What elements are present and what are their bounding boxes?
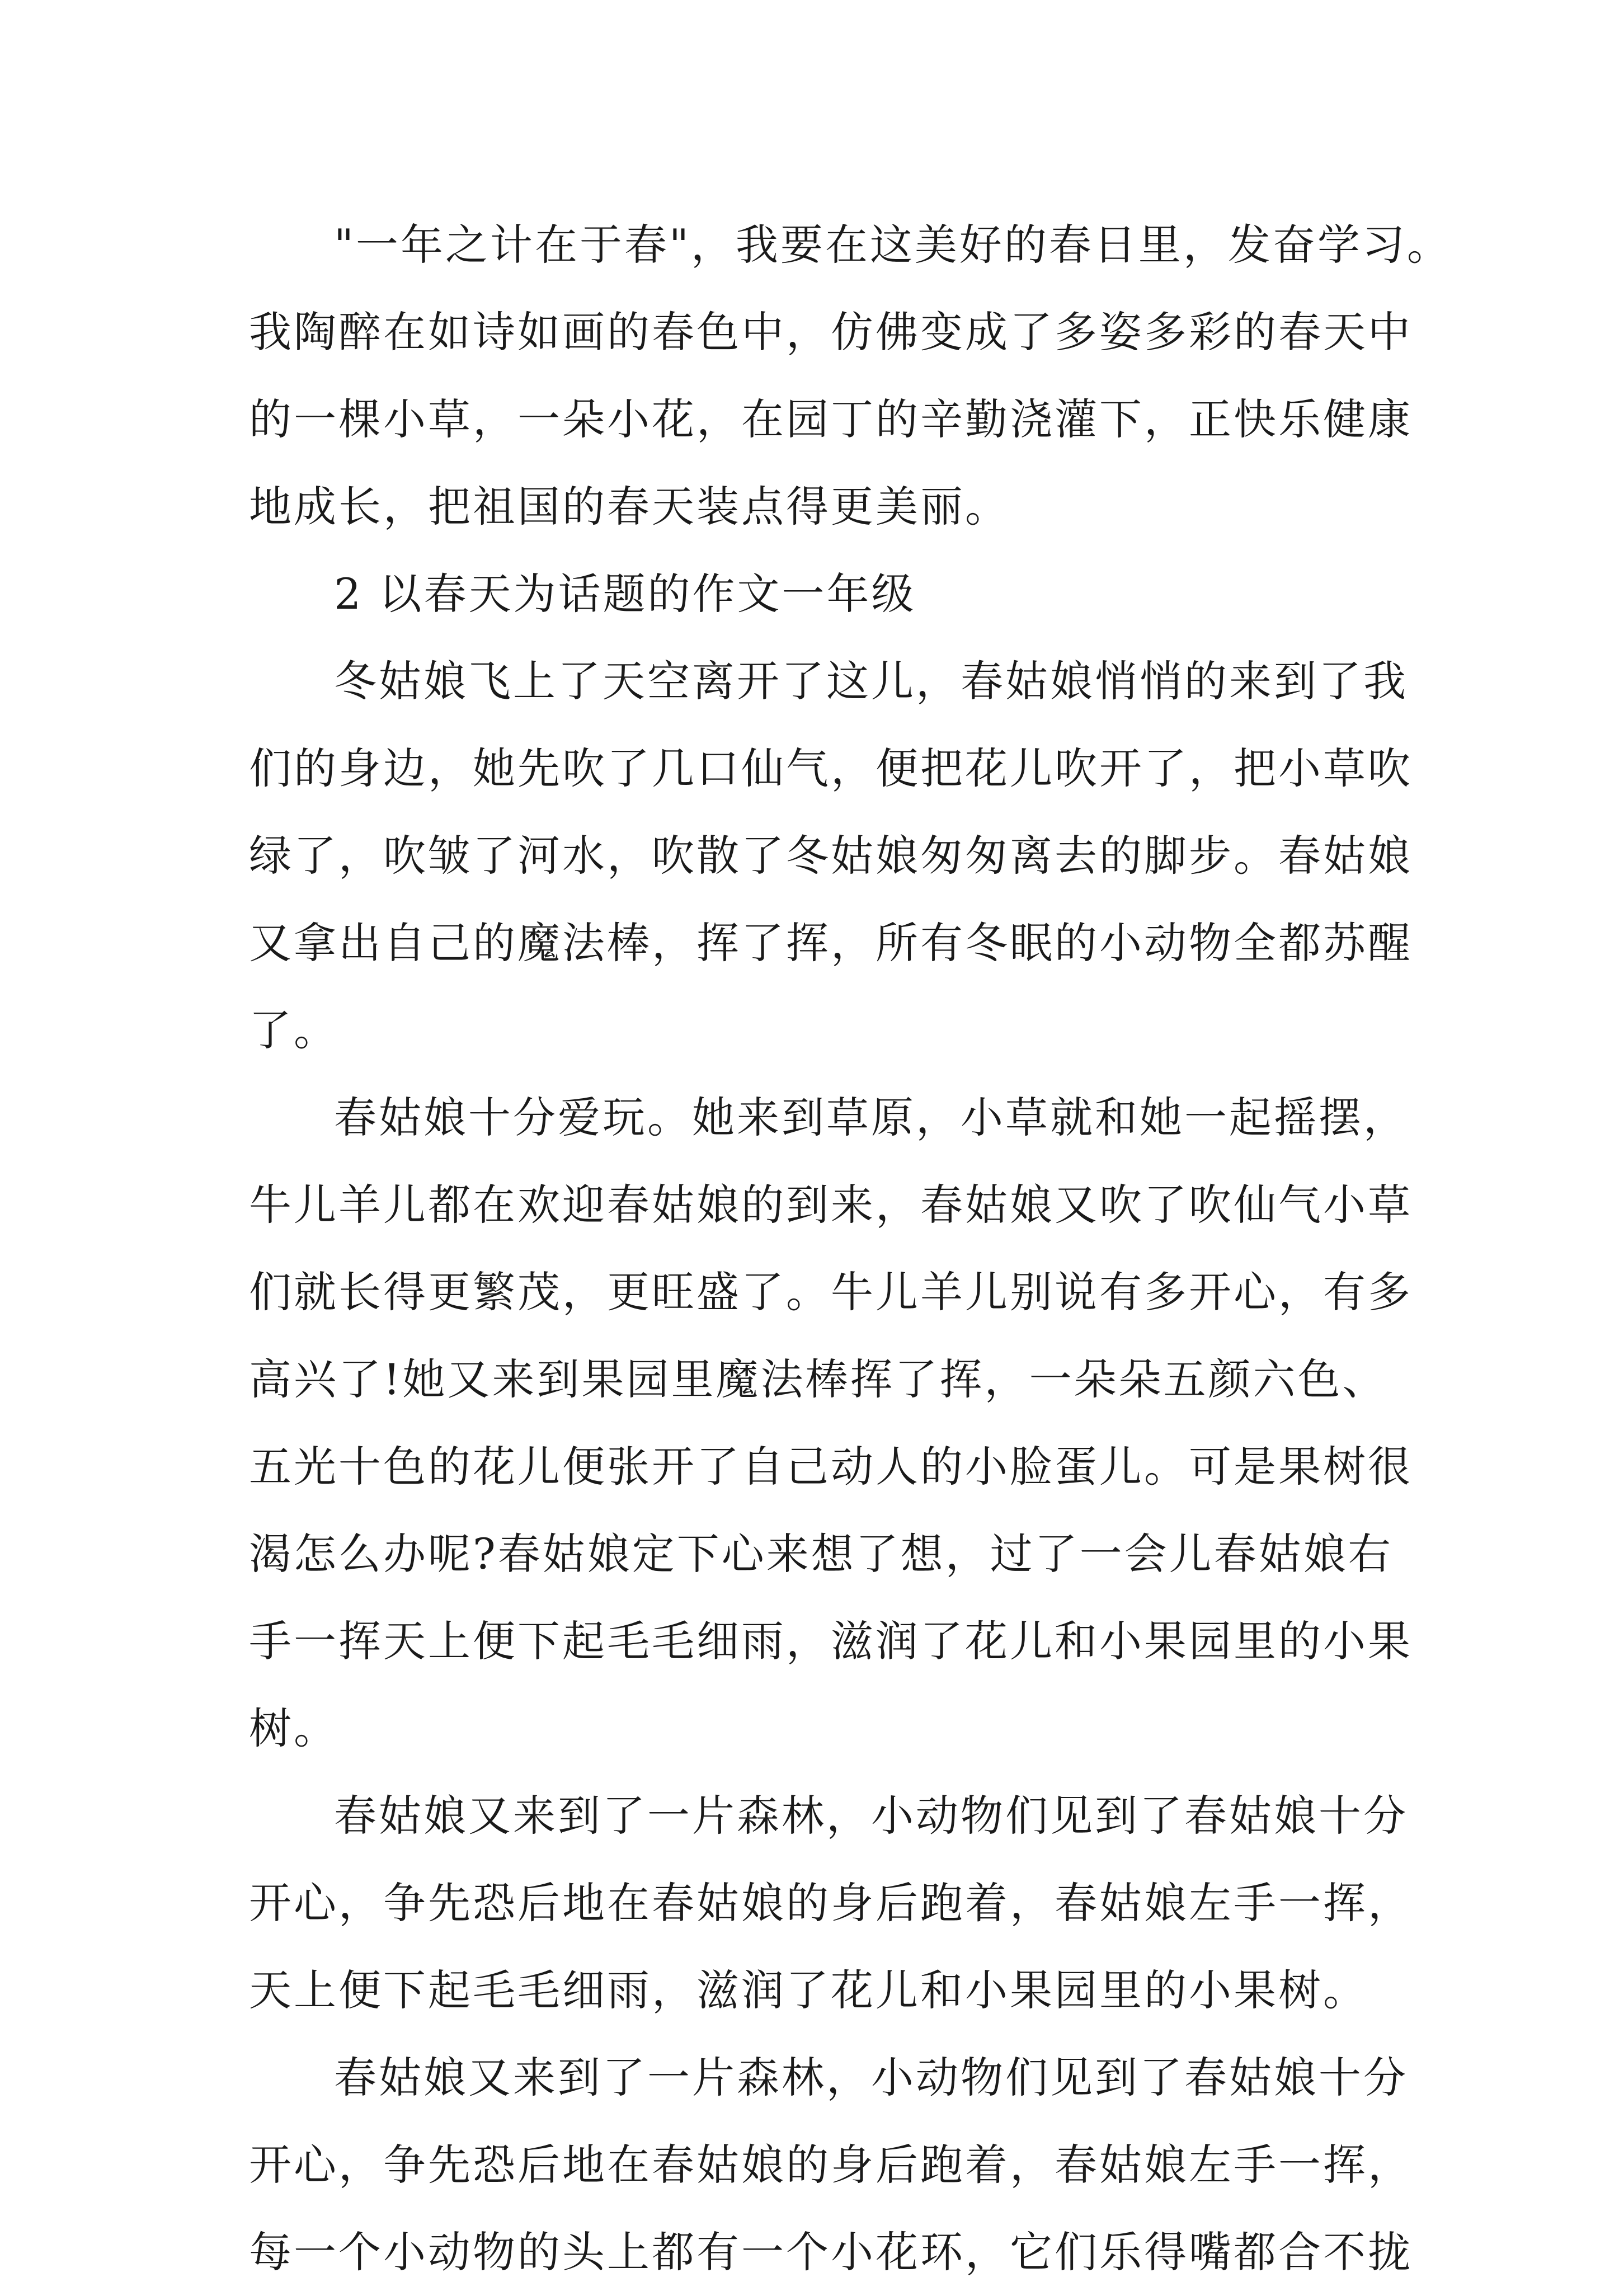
text-line: 我陶醉在如诗如画的春色中，仿佛变成了多姿多彩的春天中 (249, 307, 1413, 357)
text-line: 冬姑娘飞上了天空离开了这儿，春姑娘悄悄的来到了我 (334, 656, 1408, 706)
text-line: 们就长得更繁茂，更旺盛了。牛儿羊儿别说有多开心，有多 (249, 1267, 1413, 1317)
text-line: 的一棵小草，一朵小花，在园丁的辛勤浇灌下，正快乐健康 (249, 394, 1413, 444)
section-heading: 2 以春天为话题的作文一年级 (334, 569, 916, 619)
text-line: 手一挥天上便下起毛毛细雨，滋润了花儿和小果园里的小果 (249, 1616, 1413, 1666)
text-line: 渴怎么办呢?春姑娘定下心来想了想，过了一会儿春姑娘右 (249, 1529, 1393, 1579)
text-line: 树。 (249, 1704, 338, 1753)
text-line: "一年之计在于春"，我要在这美好的春日里，发奋学习。 (334, 220, 1452, 270)
text-line: 五光十色的花儿便张开了自己动人的小脸蛋儿。可是果树很 (249, 1442, 1413, 1492)
text-line: 每一个小动物的头上都有一个小花环，它们乐得嘴都合不拢 (249, 2227, 1413, 2277)
text-line: 春姑娘十分爱玩。她来到草原，小草就和她一起摇摆， (334, 1093, 1408, 1142)
text-line: 春姑娘又来到了一片森林，小动物们见到了春姑娘十分 (334, 1791, 1408, 1841)
essay-body (249, 201, 1452, 2296)
text-line: 绿了，吹皱了河水，吹散了冬姑娘匆匆离去的脚步。春姑娘 (249, 831, 1413, 881)
text-line: 春姑娘又来到了一片森林，小动物们见到了春姑娘十分 (334, 2053, 1408, 2102)
text-line: 又拿出自己的魔法棒，挥了挥，所有冬眠的小动物全都苏醒 (249, 918, 1413, 968)
text-line: 天上便下起毛毛细雨，滋润了花儿和小果园里的小果树。 (249, 1965, 1368, 2015)
text-line: 开心，争先恐后地在春姑娘的身后跑着，春姑娘左手一挥， (249, 1878, 1413, 1928)
text-line: 地成长，把祖国的春天装点得更美丽。 (249, 482, 1010, 531)
text-line: 了。 (249, 1005, 338, 1055)
text-line: 们的身边，她先吹了几口仙气，便把花儿吹开了，把小草吹 (249, 744, 1413, 793)
text-line: 高兴了!她又来到果园里魔法棒挥了挥，一朵朵五颜六色、 (249, 1354, 1387, 1404)
text-line: 开心，争先恐后地在春姑娘的身后跑着，春姑娘左手一挥， (249, 2140, 1413, 2190)
text-line: 牛儿羊儿都在欢迎春姑娘的到来，春姑娘又吹了吹仙气小草 (249, 1180, 1413, 1230)
